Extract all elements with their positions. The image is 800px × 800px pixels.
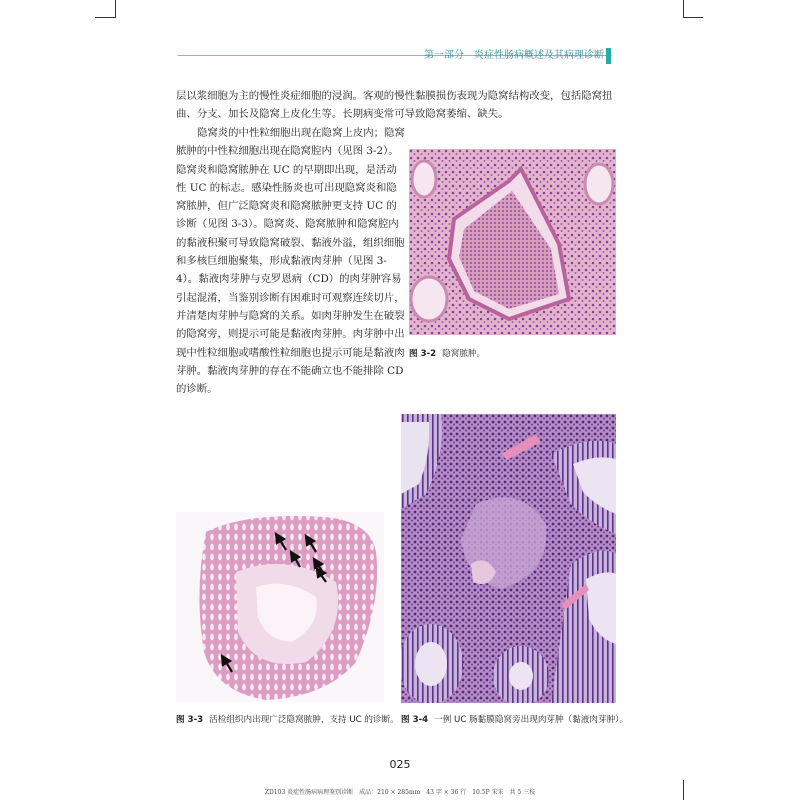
figure-3-4-image — [401, 414, 616, 703]
figure-3-3-number: 图 3-3 — [176, 715, 204, 725]
crop-mark — [95, 17, 115, 18]
figure-3-2-number: 图 3-2 — [409, 349, 437, 359]
crop-mark — [683, 17, 703, 18]
body-paragraph-1: 层以浆细胞为主的慢性炎症细胞的浸润。客观的慢性黏膜损伤表现为隐窝结构改变，包括隐窝扭曲、分支、加长及隐窝上皮化生等。长期病变常可导致隐窝萎缩、缺失。 — [176, 90, 613, 121]
crop-mark — [115, 0, 116, 18]
figure-3-4-caption — [401, 713, 628, 725]
figure-3-2-caption — [409, 347, 485, 359]
mucin-granuloma-micrograph — [401, 414, 616, 703]
figure-3-4-caption-text: 一例 UC 肠黏膜隐窝旁出现肉芽肿（黏液肉芽肿）。 — [434, 715, 629, 725]
crop-mark — [683, 0, 684, 18]
figure-3-2-image — [409, 149, 616, 335]
header-tab-marker — [606, 48, 611, 64]
print-footer: ZD103 炎症性肠病病理鉴别诊断 成品：210 × 285mm 43 字 × 36 行 10.5P 宋宋 共 5 三校 — [264, 789, 536, 796]
figure-3-3-image — [176, 512, 384, 702]
running-header: 第一部分 炎症性肠病概述及其病理诊断 — [424, 50, 604, 61]
crypt-abscess-micrograph — [409, 149, 616, 335]
biopsy-low-power-micrograph — [176, 512, 384, 702]
page-number: 025 — [389, 758, 411, 771]
body-paragraph-2: 隐窝炎的中性粒细胞出现在隐窝上皮内；隐窝脓肿的中性粒细胞出现在隐窝腔内（见图 3-2）。隐窝炎和隐窝脓肿在 UC 的早期即出现，是活动性 UC 的标志。感染性肠炎也可出现隐窝炎和隐窝脓肿，但广泛隐窝炎和隐窝脓肿更支持 UC 的诊断（见图 3-3）。隐窝炎、隐窝脓肿和隐窝腔内的黏液积聚可导致隐窝破裂、黏液外溢，组织细胞和多核巨细胞聚集，形成黏液肉芽肿（见图 3-4）。黏液肉芽肿与克罗恩病（CD）的肉芽肿容易引起混淆，当鉴别诊断有困难时可观察连续切片，并清楚肉芽肿与隐窝的关系。如肉芽肿发生在破裂的隐窝旁，则提示可能是黏液肉芽肿。肉芽肿中出现中性粒细胞或嗜酸性粒细胞也提示可能是黏液肉芽肿。黏液肉芽肿的存在不能确立也不能排除 CD 的诊断。 — [176, 127, 405, 396]
figure-3-4-number: 图 3-4 — [401, 715, 429, 725]
figure-3-2-caption-text: 隐窝脓肿。 — [442, 349, 486, 359]
figure-3-3-caption-text: 活检组织内出现广泛隐窝脓肿，支持 UC 的诊断。 — [209, 715, 399, 725]
figure-3-3-caption — [176, 713, 399, 725]
